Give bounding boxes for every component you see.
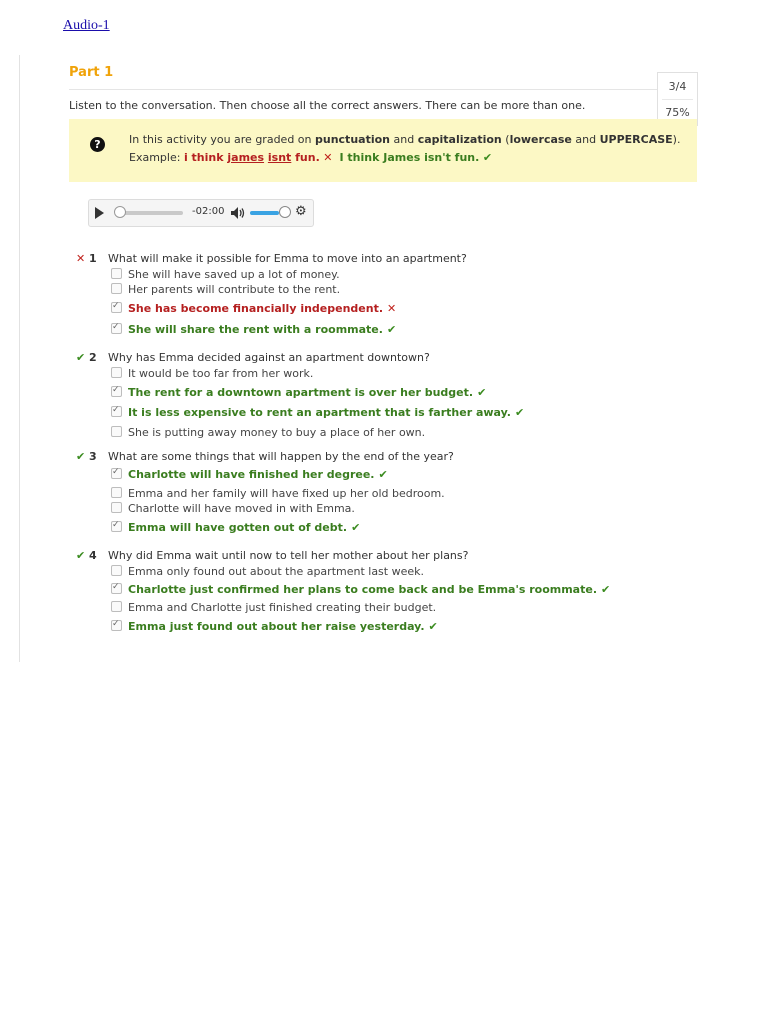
- example-wrong: [184, 151, 320, 164]
- answer-option[interactable]: [111, 302, 396, 316]
- title-divider: [69, 89, 657, 90]
- answer-text: Emma only found out about the apartment last week.: [128, 565, 425, 578]
- volume-handle[interactable]: [279, 206, 291, 218]
- question-text: What will make it possible for Emma to move into an apartment?: [108, 252, 467, 265]
- correct-check-icon: ✔: [428, 620, 438, 633]
- correct-check-icon: ✔: [378, 468, 388, 481]
- incorrect-x-icon: ✕: [323, 151, 333, 164]
- example-label: Example:: [129, 151, 184, 164]
- answer-checkbox[interactable]: [111, 487, 122, 498]
- answer-checkbox[interactable]: [111, 283, 122, 294]
- answer-option[interactable]: [111, 268, 340, 282]
- correct-check-icon: ✔: [482, 151, 493, 164]
- grading-info-box: [69, 119, 697, 182]
- question-text: Why did Emma wait until now to tell her mother about her plans?: [108, 549, 469, 562]
- answer-option[interactable]: [111, 406, 524, 420]
- example-wrong-part: isnt: [267, 151, 292, 164]
- answer-option[interactable]: [111, 620, 438, 634]
- seek-bar[interactable]: [117, 211, 183, 215]
- answer-text: She is putting away money to buy a place of her own.: [128, 426, 426, 439]
- answer-text: Emma and her family will have fixed up her old bedroom.: [128, 487, 445, 500]
- incorrect-x-icon: ✕: [76, 252, 86, 265]
- answer-checkbox[interactable]: [111, 268, 122, 279]
- audio-player: [88, 199, 314, 227]
- correct-check-icon: ✔: [477, 386, 487, 399]
- play-icon[interactable]: [95, 207, 104, 219]
- score-box: [657, 72, 698, 126]
- correct-check-icon: ✔: [76, 351, 86, 364]
- instructions-text: Listen to the conversation. Then choose all the correct answers. There can be more than one.: [69, 99, 586, 112]
- settings-gear-icon[interactable]: ⚙: [295, 204, 307, 219]
- grading-example: [129, 151, 492, 164]
- answer-checkbox[interactable]: [111, 502, 122, 513]
- answer-option[interactable]: [111, 323, 396, 337]
- answer-text: Emma will have gotten out of debt.: [128, 521, 348, 534]
- audio-1-link[interactable]: Audio-1: [63, 18, 110, 33]
- answer-checkbox[interactable]: [111, 565, 122, 576]
- info-lowercase: lowercase: [509, 133, 572, 146]
- question-text: What are some things that will happen by the end of the year?: [108, 450, 454, 463]
- question-number: 3: [89, 450, 97, 463]
- answer-option[interactable]: [111, 521, 360, 535]
- answer-text: The rent for a downtown apartment is over her budget.: [128, 386, 474, 399]
- example-wrong-part: i think: [183, 151, 228, 164]
- volume-slider[interactable]: [250, 211, 279, 215]
- answer-checkbox[interactable]: [111, 323, 122, 334]
- info-text-part: In this activity you are graded on: [129, 133, 315, 146]
- answer-text: She will share the rent with a roommate.: [128, 323, 383, 336]
- answer-option[interactable]: [111, 565, 424, 579]
- seek-handle[interactable]: [114, 206, 126, 218]
- correct-check-icon: ✔: [601, 583, 611, 596]
- question-number: 1: [89, 252, 97, 265]
- answer-text: Charlotte will have moved in with Emma.: [128, 502, 355, 515]
- question-number: 2: [89, 351, 97, 364]
- info-text-part: and: [390, 133, 418, 146]
- answer-option[interactable]: [111, 386, 486, 400]
- correct-check-icon: ✔: [514, 406, 525, 419]
- answer-checkbox[interactable]: [111, 406, 122, 417]
- answer-checkbox[interactable]: [111, 302, 122, 313]
- answer-text: It is less expensive to rent an apartment that is farther away.: [128, 406, 511, 419]
- example-correct: I think James isn't fun.: [339, 151, 480, 164]
- info-capitalization: capitalization: [417, 133, 502, 146]
- answer-checkbox[interactable]: [111, 386, 122, 397]
- answer-option[interactable]: [111, 487, 445, 501]
- example-wrong-part: fun.: [291, 151, 320, 164]
- answer-option[interactable]: [111, 601, 436, 615]
- answer-checkbox[interactable]: [111, 468, 122, 479]
- question-number: 4: [89, 549, 97, 562]
- part-title: Part 1: [69, 65, 114, 80]
- incorrect-x-icon: ✕: [387, 302, 397, 315]
- answer-text: Her parents will contribute to the rent.: [128, 283, 341, 296]
- answer-text: Emma just found out about her raise yesterday.: [128, 620, 425, 633]
- answer-option[interactable]: [111, 426, 425, 440]
- example-wrong-part: james: [227, 151, 265, 164]
- correct-check-icon: ✔: [351, 521, 361, 534]
- score-percent: 75%: [665, 106, 690, 119]
- question-circle-icon: ?: [90, 137, 105, 152]
- answer-checkbox[interactable]: [111, 367, 122, 378]
- info-text-part: and: [571, 133, 600, 146]
- left-divider: [19, 55, 20, 662]
- time-remaining: -02:00: [192, 206, 225, 217]
- answer-checkbox[interactable]: [111, 620, 122, 631]
- grading-info-text: [129, 133, 680, 146]
- correct-check-icon: ✔: [76, 450, 86, 463]
- answer-text: Charlotte will have finished her degree.: [128, 468, 375, 481]
- answer-checkbox[interactable]: [111, 521, 122, 532]
- volume-icon[interactable]: [231, 207, 245, 219]
- answer-checkbox[interactable]: [111, 426, 122, 437]
- score-fraction: 3/4: [662, 73, 693, 100]
- question-text: Why has Emma decided against an apartment downtown?: [108, 351, 430, 364]
- info-uppercase: UPPERCASE: [599, 133, 673, 146]
- answer-option[interactable]: [111, 283, 340, 297]
- info-text-part: (: [501, 133, 510, 146]
- info-text-part: ).: [672, 133, 681, 146]
- correct-check-icon: ✔: [76, 549, 86, 562]
- answer-option[interactable]: [111, 502, 355, 516]
- answer-text: Charlotte just confirmed her plans to come back and be Emma's roommate.: [128, 583, 598, 596]
- answer-option[interactable]: [111, 583, 610, 597]
- answer-text: Emma and Charlotte just finished creating their budget.: [128, 601, 437, 614]
- correct-check-icon: ✔: [386, 323, 397, 336]
- info-punctuation: punctuation: [315, 133, 390, 146]
- answer-checkbox[interactable]: [111, 583, 122, 594]
- answer-text: She will have saved up a lot of money.: [128, 268, 340, 281]
- answer-option[interactable]: [111, 468, 388, 482]
- answer-text: It would be too far from her work.: [128, 367, 314, 380]
- answer-checkbox[interactable]: [111, 601, 122, 612]
- answer-option[interactable]: [111, 367, 313, 381]
- answer-text: She has become financially independent.: [128, 302, 384, 315]
